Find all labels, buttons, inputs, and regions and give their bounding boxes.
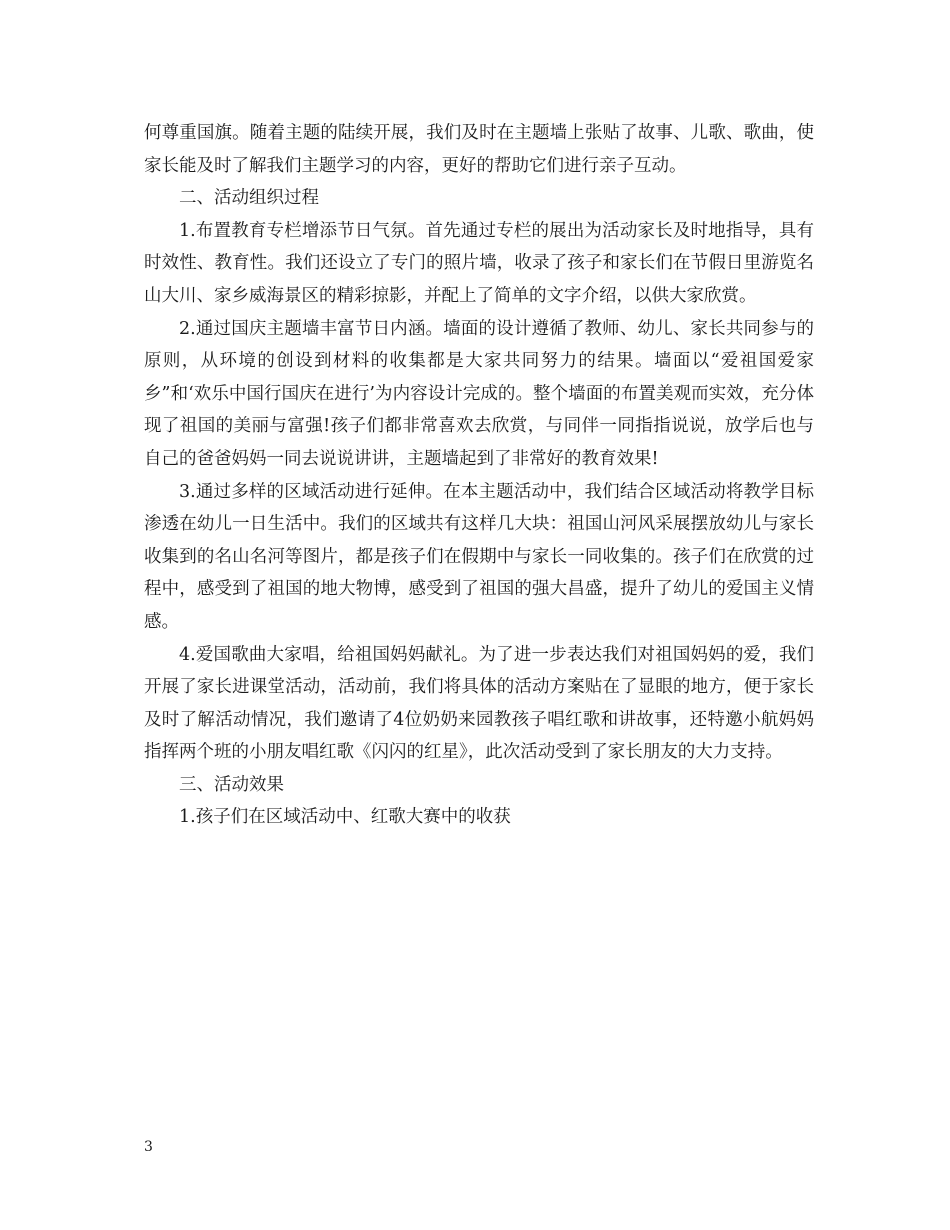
paragraph-item-3: 3.通过多样的区域活动进行延伸。在本主题活动中，我们结合区域活动将教学目标渗透在幼儿一日生活中。我们的区域共有这样几大块：祖国山河风采展摆放幼儿与家长收集到的名山名河等图片，都是孩子们在假期中与家长一同收集的。孩子们在欣赏的过程中，感受到了祖国的地大物博，感受到了祖国的强大昌盛，提升了幼儿的爱国主义情感。 [144, 481, 814, 632]
paragraph-item-1: 1.布置教育专栏增添节日气氛。首先通过专栏的展出为活动家长及时地指导，具有时效性、教育性。我们还设立了专门的照片墙，收录了孩子和家长们在节假日里游览名山大川、家乡威海景区的精彩掠影，并配上了简单的文字介绍，以供大家欣赏。 [144, 220, 814, 306]
paragraph-effects-item-1: 1.孩子们在区域活动中、红歌大赛中的收获 [179, 807, 511, 828]
section-heading-effects: 三、活动效果 [179, 774, 284, 795]
paragraph-continuation: 何尊重国旗。随着主题的陆续开展，我们及时在主题墙上张贴了故事、儿歌、歌曲，使家长能及时了解我们主题学习的内容，更好的帮助它们进行亲子互动。 [144, 123, 814, 176]
page-number: 3 [144, 1139, 153, 1155]
section-heading-process: 二、活动组织过程 [179, 188, 319, 209]
paragraph-item-4: 4.爱国歌曲大家唱，给祖国妈妈献礼。为了进一步表达我们对祖国妈妈的爱，我们开展了家长进课堂活动，活动前，我们将具体的活动方案贴在了显眼的地方，便于家长及时了解活动情况，我们邀请了4位奶奶来园教孩子唱红歌和讲故事，还特邀小航妈妈指挥两个班的小朋友唱红歌《闪闪的红星》，此次活动受到了家长朋友的大力支持。 [144, 644, 814, 763]
document-body [144, 117, 814, 834]
paragraph-item-2: 2.通过国庆主题墙丰富节日内涵。墙面的设计遵循了教师、幼儿、家长共同参与的原则，从环境的创设到材料的收集都是大家共同努力的结果。墙面以“爱祖国爱家乡”和‘欢乐中国行国庆在进行’为内容设计完成的。整个墙面的布置美观而实效，充分体现了祖国的美丽与富强!孩子们都非常喜欢去欣赏，与同伴一同指指说说，放学后也与自己的爸爸妈妈一同去说说讲讲，主题墙起到了非常好的教育效果! [144, 318, 814, 469]
